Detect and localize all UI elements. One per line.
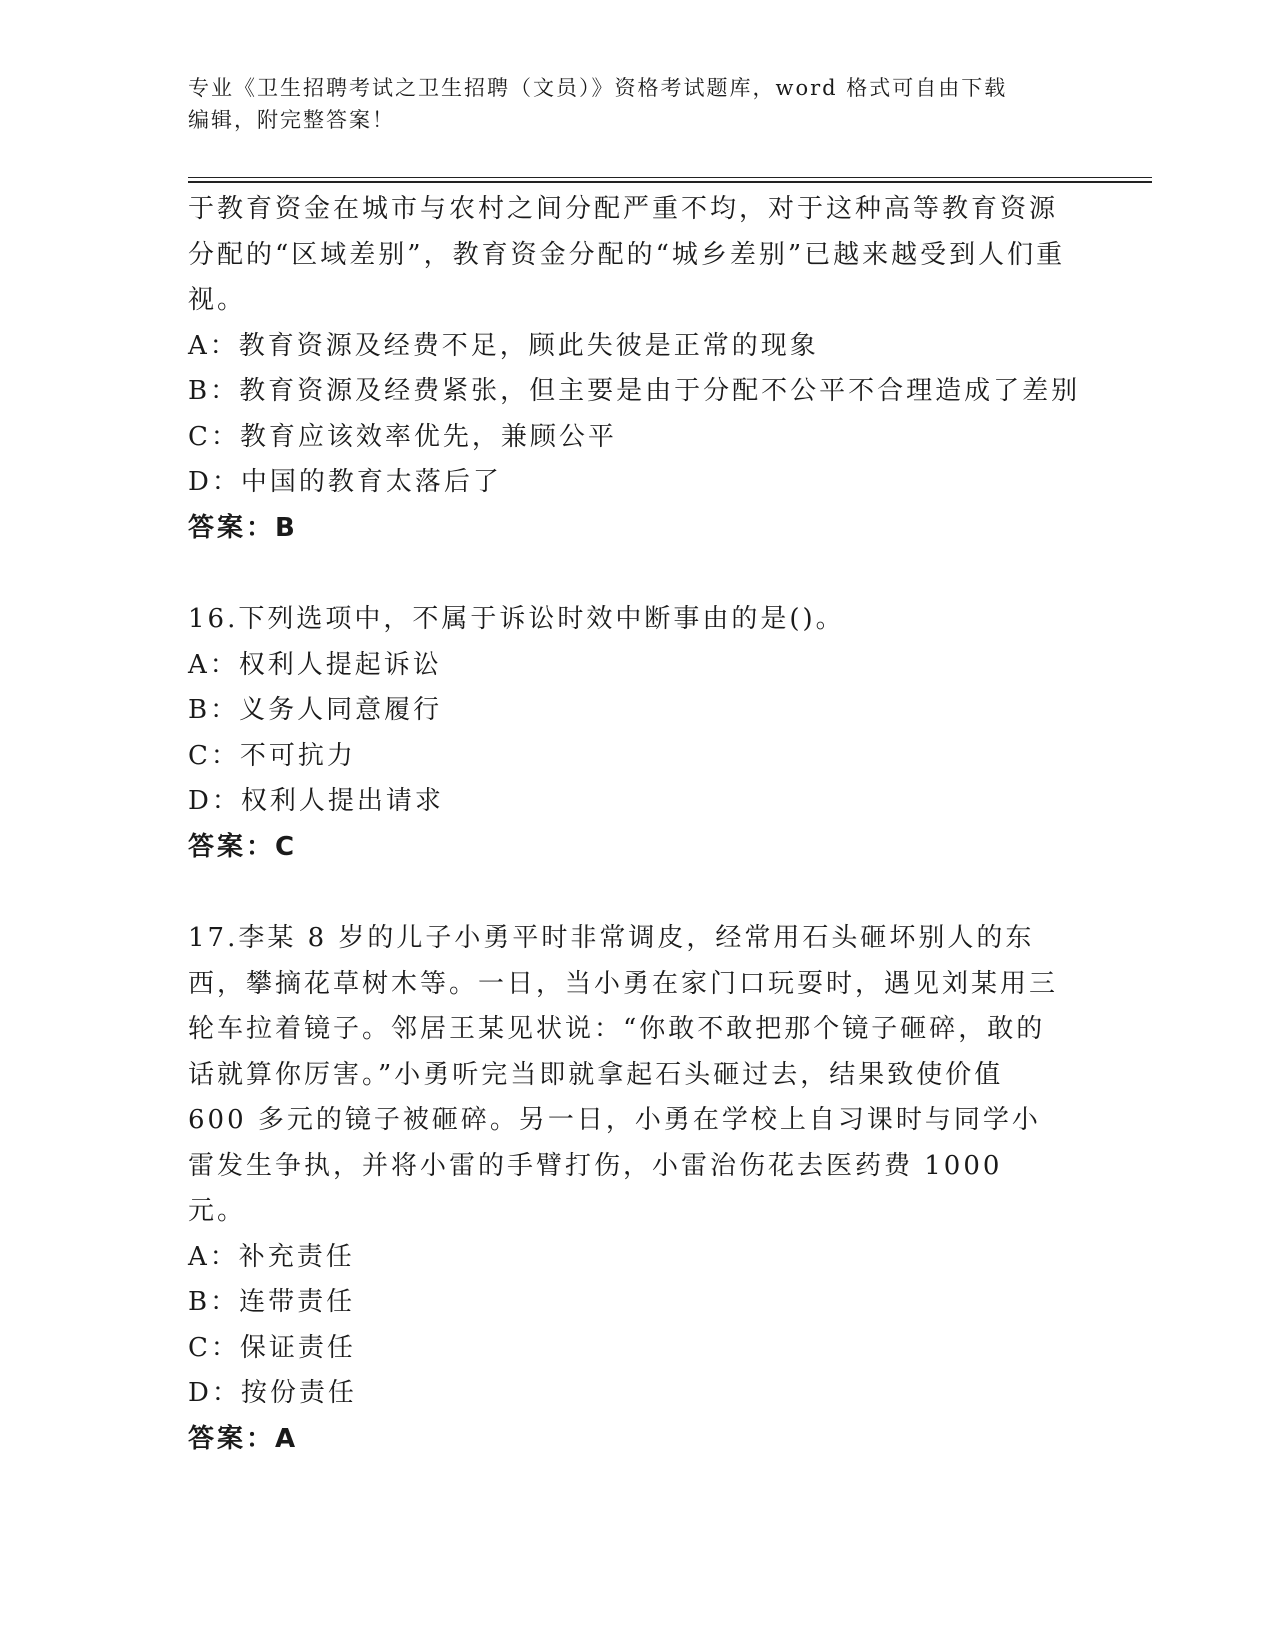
question-17-option-d: D：按份责任	[188, 1378, 357, 1408]
question-17-option-b: B：连带责任	[188, 1287, 356, 1317]
question-block-15	[188, 187, 1081, 551]
question-content	[188, 187, 1081, 1462]
header-line-1: 专业《卫生招聘考试之卫生招聘（文员）》资格考试题库，word 格式可自由下载	[188, 76, 1008, 100]
question-15-option-d: D：中国的教育太落后了	[188, 467, 502, 497]
header-rule-thin	[188, 177, 1152, 178]
question-15-answer: 答案：B	[188, 512, 298, 543]
question-16-text: 16.下列选项中，不属于诉讼时效中断事由的是()。	[188, 604, 845, 634]
question-15-option-b: B：教育资源及经费紧张，但主要是由于分配不公平不合理造成了差别	[188, 376, 1081, 406]
question-15-text: 于教育资金在城市与农村之间分配严重不均，对于这种高等教育资源分配的“区域差别”，教育资金分配的“城乡差别”已越来越受到人们重视。	[188, 194, 1066, 315]
question-block-16	[188, 597, 1068, 870]
question-16-answer: 答案：C	[188, 831, 298, 862]
question-17-answer: 答案：A	[188, 1423, 299, 1454]
question-15-option-c: C：教育应该效率优先，兼顾公平	[188, 421, 617, 452]
document-header	[188, 72, 1068, 136]
header-line-2: 编辑，附完整答案！	[188, 108, 395, 132]
spacer	[188, 551, 1068, 597]
question-16-option-c: C：不可抗力	[188, 740, 356, 771]
spacer	[188, 870, 1068, 916]
question-16-option-a: A：权利人提起诉讼	[188, 649, 442, 680]
question-16-option-d: D：权利人提出请求	[188, 786, 444, 816]
question-17-text: 17.李某 8 岁的儿子小勇平时非常调皮，经常用石头砸坏别人的东西，攀摘花草树木等。一日，当小勇在家门口玩耍时，遇见刘某用三轮车拉着镜子。邻居王某见状说：“你敢不敢把那个镜子砸碎，敢的话就算你厉害。”小勇听完当即就拿起石头砸过去，结果致使价值 600 多元的镜子被砸碎。另一日，小勇在学校上自习课时与同学小雷发生争执，并将小雷的手臂打伤，小雷治伤花去医药费 1000 元。	[188, 923, 1059, 1226]
question-16-option-b: B：义务人同意履行	[188, 695, 443, 725]
question-15-option-a: A：教育资源及经费不足，顾此失彼是正常的现象	[188, 330, 819, 361]
question-17-option-a: A：补充责任	[188, 1241, 355, 1272]
question-block-17	[188, 916, 1068, 1462]
question-17-option-c: C：保证责任	[188, 1332, 356, 1363]
header-rule-thick	[188, 181, 1152, 183]
